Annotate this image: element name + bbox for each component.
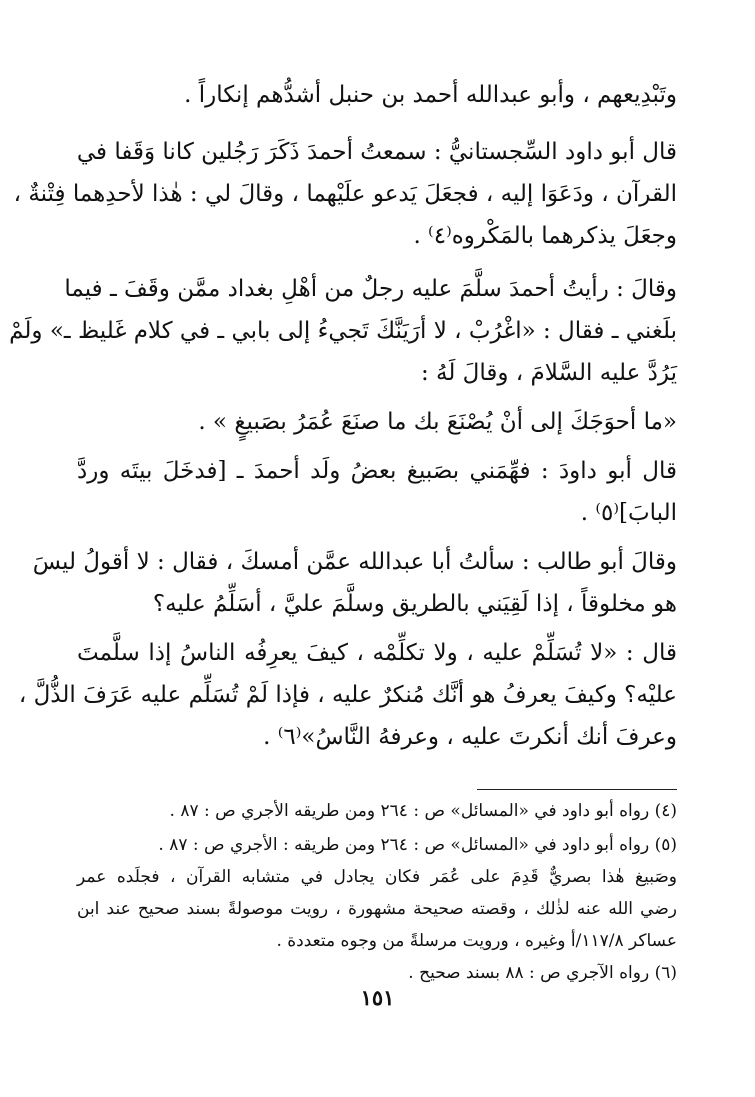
body-line: وجعَلَ يذكرهما بالمَكْروه⁽٤⁾ . [413, 223, 677, 249]
page-number: ١٥١ [360, 985, 395, 1010]
footnote-line: وصَبيغ هٰذا بصريٌّ قَدِمَ على عُمَر فكان يجادل في متشابه القرآن ، فجلَده عمر [77, 867, 677, 887]
body-line: وعرفَ أنك أنكرتَ عليه ، وعرفهُ النَّاسُ»⁽٦⁾ . [263, 724, 677, 750]
body-line: وقالَ : رأيتُ أحمدَ سلَّمَ عليه رجلٌ من أهْلِ بغداد ممَّن وقَفَ ـ فيما [64, 276, 677, 302]
body-line: يَرُدَّ عليه السَّلامَ ، وقالَ لَهُ : [420, 360, 677, 386]
body-line: عليْه؟ وكيفَ يعرفُ هو أنَّك مُنكرٌ عليه ، فإذا لَمْ تُسَلِّم عليه عَرَفَ الذُّلَّ ، [18, 682, 677, 708]
footnote-separator [477, 789, 677, 790]
footnote-line: (٥) رواه أبو داود في «المسائل» ص : ٢٦٤ ومن طريقه : الأجري ص : ٨٧ . [158, 835, 677, 855]
footnote-line: عساكر ١١٧/٨/أ وغيره ، ورويت مرسلةً من وجوه متعددة . [276, 931, 677, 951]
quote-line: «ما أحوَجَكَ إلى أنْ يُصْنَعَ بك ما صنَعَ عُمَرُ بصَبيغٍ » . [198, 409, 677, 435]
body-line: القرآن ، ودَعَوَا إليه ، فجعَلَ يَدعو علَيْهما ، وقالَ لي : هٰذا لأحدِهما فِتْنةٌ ، [13, 181, 677, 207]
body-line: وقالَ أبو طالب : سألتُ أبا عبدالله عمَّن أمسكَ ، فقال : لا أقولُ ليسَ [32, 549, 677, 575]
body-line: هو مخلوقاً ، إذا لَقِيَني بالطريق وسلَّمَ عليَّ ، أسَلِّمُ عليه؟ [152, 591, 677, 617]
body-line: قال أبو داودَ : فهِّمَني بصَبيغ بعضُ ولَد أحمدَ ـ [فدخَلَ بيتَه وردَّ [77, 458, 677, 484]
footnote-line: (٦) رواه الآجري ص : ٨٨ بسند صحيح . [408, 963, 677, 983]
body-line: قال أبو داود السِّجستانيُّ : سمعتُ أحمدَ ذَكَرَ رَجُلين كانا وَقَفا في [76, 139, 677, 165]
body-line: بلَغني ـ فقال : «اغْرُبْ ، لا أرَيَنَّكَ تَجيءُ إلى بابي ـ في كلام غَليظ ـ» ولَمْ [9, 318, 677, 344]
body-line: البابَ]⁽٥⁾ . [580, 500, 677, 526]
body-line: قال : «لا تُسَلِّمْ عليه ، ولا تكلِّمْه ، كيفَ يعرِفُه الناسُ إذا سلَّمتَ [77, 640, 677, 666]
body-line: وتَبْدِيعهم ، وأبو عبدالله أحمد بن حنبل أشدُّهم إنكاراً . [184, 82, 677, 108]
footnote-line: (٤) رواه أبو داود في «المسائل» ص : ٢٦٤ ومن طريقه الأجري ص : ٨٧ . [169, 801, 677, 821]
footnote-line: رضي الله عنه لذٰلك ، وقصته صحيحة مشهورة ، رويت موصولةً بسند صحيح عند ابن [77, 899, 677, 919]
